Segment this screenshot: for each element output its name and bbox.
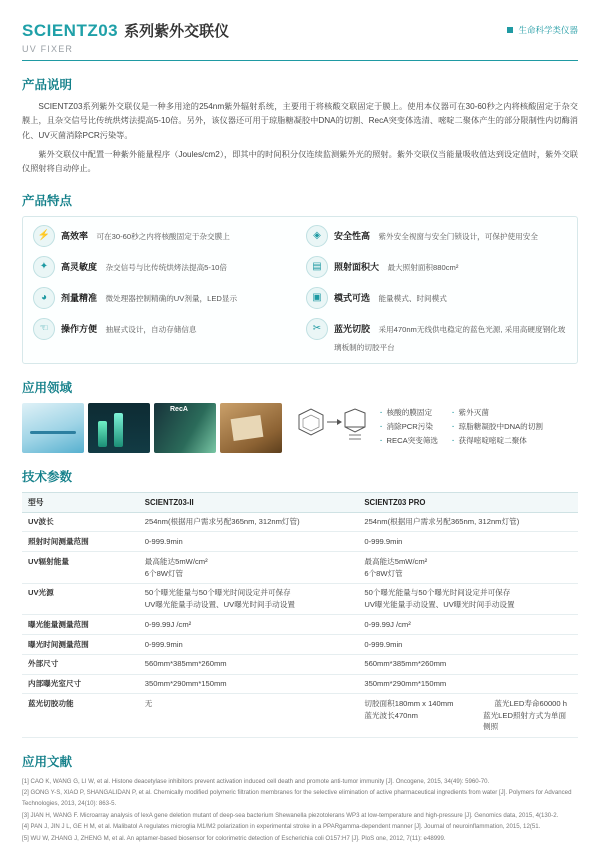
- spec-value-ii: [139, 552, 359, 584]
- signal-icon: ✦: [33, 256, 55, 278]
- feature-name: 照射面积大: [334, 261, 380, 272]
- chemical-structure-diagram: [292, 403, 370, 453]
- table-row: [22, 635, 578, 655]
- feature-desc: 紫外安全视窗与安全门锁设计，可保护使用安全: [378, 231, 538, 241]
- feature-item: [306, 256, 567, 278]
- list-item: · RECA突变筛选: [380, 434, 438, 448]
- table-row: [22, 694, 578, 737]
- feature-body: [334, 256, 458, 275]
- feature-desc: 抽屉式设计，自动存储信息: [105, 324, 197, 334]
- header-left: [22, 20, 229, 54]
- spec-key: 蓝光切胶功能: [22, 694, 139, 737]
- brand-name: SCIENTZ03: [22, 21, 119, 40]
- spec-key: 内部曝光室尺寸: [22, 674, 139, 694]
- feature-name: 操作方便: [61, 323, 98, 334]
- spec-key: UV光源: [22, 583, 139, 615]
- spec-value-ii: 350mm*290mm*150mm: [139, 674, 359, 694]
- table-row: [22, 532, 578, 552]
- application-list-left: [380, 406, 438, 448]
- area-icon: ▤: [306, 256, 328, 278]
- reca-image-label: RecA: [170, 405, 188, 413]
- cut-icon: ✂: [306, 318, 328, 340]
- feature-desc: 杂交信号与比传统烘烤法提高5-10倍: [105, 262, 227, 272]
- feature-name: 模式可选: [334, 292, 371, 303]
- feature-body: [61, 225, 230, 244]
- product-subtitle: UV FIXER: [22, 44, 74, 54]
- reference-item: [5] WU W, ZHANG J, ZHENG M, et al. An aptamer-based biosensor for colorimetric detection of Escherichia coli O157:H7 [J]. PloS one, 2012, 7(11): e48999.: [22, 834, 446, 842]
- section-title-references: 应用文献: [22, 754, 73, 769]
- feature-desc: 最大照射面积880cm²: [387, 262, 459, 272]
- category-label: 生命科学类仪器: [518, 25, 578, 35]
- feature-desc: 采用470nm无线供电稳定的蓝色光源, 采用高硬度钢化玻璃板制的切胶平台: [334, 324, 566, 352]
- product-title-cn: 系列紫外交联仪: [124, 23, 230, 40]
- column-header-model-pro: SCIENTZ03 PRO: [358, 492, 578, 512]
- spec-line: UV曝光能量手动设置、UV曝光时间手动设置: [144, 600, 295, 610]
- list-item: · 获得嘧啶嘧啶二聚体: [452, 434, 543, 448]
- spec-subvalue: 蓝光波长470nm: [364, 710, 418, 720]
- table-row: [22, 674, 578, 694]
- spec-key: UV波长: [22, 512, 139, 532]
- spec-key: 外部尺寸: [22, 654, 139, 674]
- spec-value-pro: 0-99.99J /cm²: [358, 615, 578, 635]
- square-bullet-icon: [507, 27, 513, 33]
- spec-key: UV辐射能量: [22, 552, 139, 584]
- references-list: [22, 777, 578, 845]
- feature-desc: 微处理器控制精确的UV剂量，LED显示: [105, 293, 238, 303]
- spec-line: [364, 710, 572, 734]
- list-item: · 琼脂糖凝胶中DNA的切割: [452, 420, 543, 434]
- application-lists: [380, 403, 543, 448]
- shield-icon: ◈: [306, 225, 328, 247]
- page-header: [22, 20, 578, 61]
- gel-cutting-image: [220, 403, 282, 453]
- spec-line: [364, 698, 572, 710]
- feature-name: 高灵敏度: [61, 261, 98, 272]
- spec-value-pro: [358, 552, 578, 584]
- feature-item: [306, 225, 567, 247]
- table-header-row: [22, 492, 578, 512]
- section-title-application: 应用领域: [22, 380, 73, 395]
- spec-value-pro: 0-999.9min: [358, 532, 578, 552]
- feature-desc: 可在30-60秒之内将核酸固定于杂交膜上: [96, 231, 230, 241]
- product-desc-paragraph-2: 紫外交联仪中配置一种紫外能量程序（Joules/cm2），即其中的时间积分仅连续监测紫外光的照射。紫外交联仪当能量吸收值达到设定值时，紫外交联仪照射将自动停止。: [22, 150, 578, 174]
- application-list-right: [452, 406, 543, 448]
- spec-key: 曝光时间测量范围: [22, 635, 139, 655]
- spec-value-pro: 254nm(根据用户需求另配365nm, 312nm灯管): [358, 512, 578, 532]
- spec-value-ii: 无: [139, 694, 359, 737]
- feature-body: [334, 287, 447, 306]
- feature-body: [334, 225, 538, 244]
- application-area: [22, 403, 578, 453]
- spec-value-pro: [358, 583, 578, 615]
- feature-item: [306, 318, 567, 355]
- reca-colony-image: [154, 403, 216, 453]
- hand-icon: ☜: [33, 318, 55, 340]
- electrophoresis-gel-image: [88, 403, 150, 453]
- spec-key: 照射时间测量范围: [22, 532, 139, 552]
- spec-value-ii: 0-999.9min: [139, 532, 359, 552]
- lightning-icon: ⚡: [33, 225, 55, 247]
- feature-body: [61, 287, 237, 306]
- list-item: · 核酸的膜固定: [380, 406, 438, 420]
- specs-table: [22, 492, 578, 738]
- table-row: [22, 583, 578, 615]
- spec-line: 6个8W灯管: [144, 568, 184, 578]
- reference-item: [3] JIAN H, WANG F. Microarray analysis of lexA gene deletion mutant of deep-sea bacterium Shewanella piezotolerans WP3 at low-temperature and high-pressure [J]. Genomics data, 2015, 4(130-2.: [22, 811, 559, 819]
- list-item: · 紫外灭菌: [452, 406, 543, 420]
- feature-body: [61, 318, 197, 337]
- table-row: [22, 512, 578, 532]
- section-title-product-desc: 产品说明: [22, 78, 73, 92]
- list-item: · 消除PCR污染: [380, 420, 438, 434]
- thymine-dimer-svg: [293, 405, 369, 451]
- feature-body: [61, 256, 227, 275]
- spec-value-pro: [358, 694, 578, 737]
- reference-item: [4] PAN J, JIN J L, GE H M, et al. Malibatol A regulates microglia M1/M2 polarization in experimental stroke in a PPARgamma-dependent manner [J]. Journal of neuroinflammation, 2015, 12(51.: [22, 823, 541, 831]
- spec-subvalue: 切胶面积180mm x 140mm: [364, 698, 454, 708]
- specs-table-body: [22, 512, 578, 737]
- mode-icon: ▣: [306, 287, 328, 309]
- spec-value-pro: 350mm*290mm*150mm: [358, 674, 578, 694]
- spec-value-ii: 0-999.9min: [139, 635, 359, 655]
- feature-body: [334, 318, 567, 355]
- membrane-transfer-image: [22, 403, 84, 453]
- feature-item: [306, 287, 567, 309]
- column-header-model-ii: SCIENTZ03-II: [139, 492, 359, 512]
- spec-value-pro: 560mm*385mm*260mm: [358, 654, 578, 674]
- feature-name: 剂量精准: [61, 292, 98, 303]
- spec-value-ii: 560mm*385mm*260mm: [139, 654, 359, 674]
- column-header-model: 型号: [22, 492, 139, 512]
- spec-value-ii: 0-99.99J /cm²: [139, 615, 359, 635]
- gauge-icon: ◕: [33, 287, 55, 309]
- feature-item: [33, 225, 294, 247]
- feature-name: 高效率: [61, 230, 89, 241]
- spec-value-ii: [139, 583, 359, 615]
- feature-item: [33, 256, 294, 278]
- spec-line: 6个8W灯管: [364, 568, 403, 578]
- spec-subvalue: 蓝光LED寿命60000 h: [494, 698, 567, 708]
- reference-item: [2] GONG Y-S, XIAO P, SHANGALIDAN P, et al. Chemically modified polymeric filtration membranes for the selective elimination of active pharmaceutical ingredients from water [J]. Polymers for Advanced Technologies, 2013, 24(10): 863-5.: [22, 789, 572, 807]
- feature-name: 安全性高: [334, 230, 371, 241]
- features-grid: [22, 216, 578, 364]
- reference-item: [1] CAO K, WANG G, LI W, et al. Histone deacetylase inhibitors prevent activation induced cell death and promote anti-tumor immunity [J]. Oncogene, 2015, 34(49): 5960-70.: [22, 777, 490, 785]
- spec-subvalue: 蓝光LED照射方式为单面侧照: [483, 710, 567, 732]
- spec-line: 50个曝光能量与50个曝光时间设定并可保存: [144, 588, 291, 598]
- spec-line: 最高能达5mW/cm²: [144, 556, 208, 566]
- section-title-specs: 技术参数: [22, 469, 73, 484]
- specs-table-head: [22, 492, 578, 512]
- title-row: [22, 20, 229, 41]
- spec-line: UV曝光能量手动设置、UV曝光时间手动设置: [364, 600, 515, 610]
- feature-item: [33, 318, 294, 355]
- feature-name: 蓝光切胶: [334, 323, 371, 334]
- table-row: [22, 654, 578, 674]
- table-row: [22, 552, 578, 584]
- feature-item: [33, 287, 294, 309]
- product-desc-paragraph-1: SCIENTZ03系列紫外交联仪是一种多用途的254nm紫外辐射系统，主要用于将核酸交联固定于膜上。使用本仪器可在30-60秒之内将核酸固定于杂交膜上，且杂交信号比传统烘烤法提高5-10倍。另外，该仪器还可用于琼脂糖凝胶中DNA的切割、RecA突变体选清、嘧啶二聚体产生的部分限制性内切酶消化、UV灭菌消除PCR污染等。: [22, 102, 578, 140]
- feature-desc: 能量模式、时间模式: [378, 293, 447, 303]
- table-row: [22, 615, 578, 635]
- spec-key: 曝光能量测量范围: [22, 615, 139, 635]
- spec-line: 50个曝光能量与50个曝光时间设定并可保存: [364, 588, 511, 598]
- category-tag: [507, 20, 578, 36]
- spec-value-pro: 0-999.9min: [358, 635, 578, 655]
- section-title-features: 产品特点: [22, 193, 73, 208]
- spec-value-ii: 254nm(根据用户需求另配365nm, 312nm灯管): [139, 512, 359, 532]
- spec-line: 最高能达5mW/cm²: [364, 556, 428, 566]
- application-images: [22, 403, 282, 453]
